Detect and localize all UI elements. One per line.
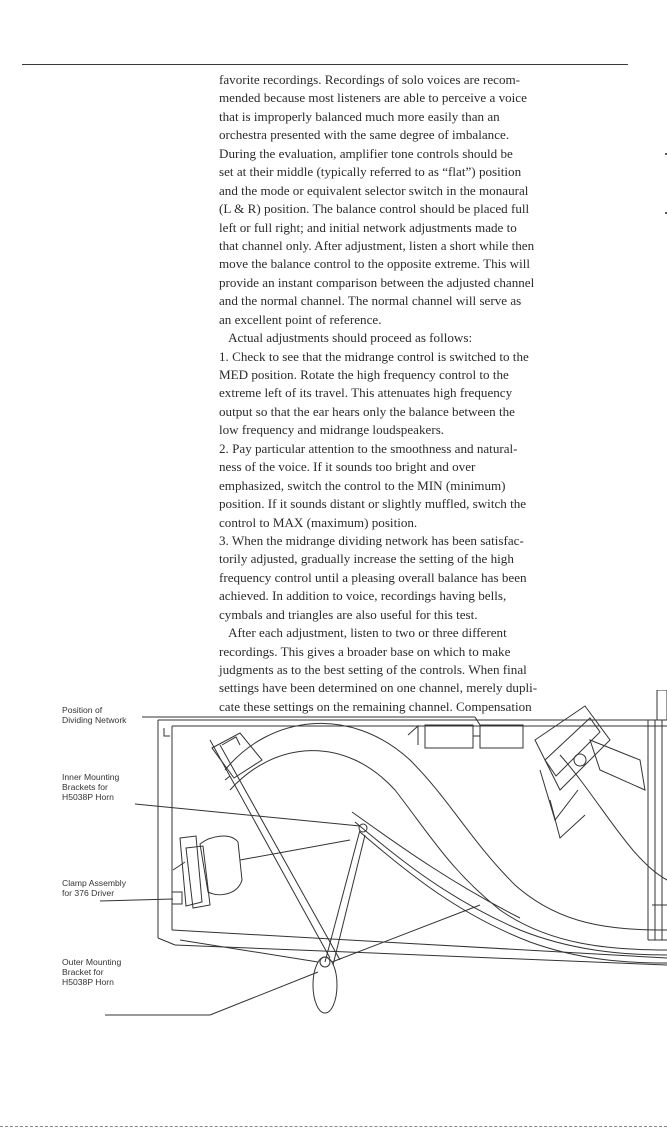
body-line: an excellent point of reference. xyxy=(219,311,382,327)
callout-line: Outer Mounting xyxy=(62,957,122,967)
body-line: MED position. Rotate the high frequency control to the xyxy=(219,367,509,382)
body-line: frequency control until a pleasing overall balance has been xyxy=(219,569,527,585)
body-line: move the balance control to the opposite extreme. This will xyxy=(219,256,531,272)
callout-line: for 376 Driver xyxy=(62,888,115,898)
body-line: low frequency and midrange loudspeakers. xyxy=(219,422,445,438)
body-line: position. If it sounds distant or slightly muffled, switch the xyxy=(219,496,527,512)
body-line: orchestra presented with the same degree of imbalance. xyxy=(219,127,510,143)
callout-line: Dividing Network xyxy=(62,715,127,725)
body-line: During the evaluation, amplifier tone controls should be xyxy=(219,145,513,161)
curved-horn xyxy=(225,723,667,963)
body-line: provide an instant comparison between the adjusted channel xyxy=(219,274,535,290)
body-line: cate these settings on the remaining channel. Compensation xyxy=(219,698,532,714)
body-line: that channel only. After adjustment, listen a short while then xyxy=(219,237,535,253)
body-line: settings have been determined on one channel, merely dupli- xyxy=(219,680,538,696)
body-line: and the normal channel. The normal channel will serve as xyxy=(219,293,522,309)
body-line: set at their middle (typically referred to as “flat”) position xyxy=(219,164,522,180)
body-line: (L & R) position. The balance control should be placed full xyxy=(219,201,530,217)
body-line: output so that the ear hears only the balance between the xyxy=(219,403,515,419)
speaker-enclosure-diagram xyxy=(0,690,667,1030)
body-text xyxy=(219,71,645,716)
body-line: 1. Check to see that the midrange control is switched to the xyxy=(219,348,529,364)
body-line: that is improperly balanced much more easily than an xyxy=(219,108,500,124)
body-line: mended because most listeners are able to perceive a voice xyxy=(219,90,527,106)
cabinet-outline xyxy=(158,720,667,965)
body-line: judgments as to the best setting of the controls. When final xyxy=(219,662,527,677)
body-line: control to MAX (maximum) position. xyxy=(219,514,418,530)
body-line: left or full right; and initial network adjustments made to xyxy=(219,219,517,235)
body-line: 2. Pay particular attention to the smoothness and natural- xyxy=(219,440,518,456)
callout-line: Inner Mounting xyxy=(62,772,120,782)
body-line: emphasized, switch the control to the MIN (minimum) xyxy=(219,477,506,493)
body-line: achieved. In addition to voice, recordings having bells, xyxy=(219,588,507,604)
right-side-panels xyxy=(648,690,667,940)
outer-bracket-oval xyxy=(180,905,480,1013)
callout-line: Bracket for xyxy=(62,967,104,977)
body-line: favorite recordings. Recordings of solo voices are recom- xyxy=(219,72,521,87)
header-rule xyxy=(22,64,628,65)
body-line: Actual adjustments should proceed as follows: xyxy=(219,330,473,346)
dividing-network xyxy=(408,725,523,748)
body-line: torily adjusted, gradually increase the setting of the high xyxy=(219,551,514,567)
mounting-rods xyxy=(210,740,367,965)
callout-line: H5038P Horn xyxy=(62,977,114,987)
callout-line: H5038P Horn xyxy=(62,792,114,802)
callout-leaders xyxy=(100,717,480,1015)
driver-376 xyxy=(172,836,242,908)
body-line: and the mode or equivalent selector switch in the monaural xyxy=(219,182,529,198)
body-line: 3. When the midrange dividing network has been satisfac- xyxy=(219,532,524,548)
body-line: After each adjustment, listen to two or three different xyxy=(219,625,507,641)
callout-line: Position of xyxy=(62,705,103,715)
body-line: extreme left of its travel. This attenuates high frequency xyxy=(219,385,513,401)
body-line: cymbals and triangles are also useful for this test. xyxy=(219,606,478,622)
body-line: ness of the voice. If it sounds too bright and over xyxy=(219,459,476,475)
body-line: recordings. This gives a broader base on which to make xyxy=(219,643,511,659)
footer-rule xyxy=(0,1126,667,1127)
callout-line: Brackets for xyxy=(62,782,108,792)
callout-line: Clamp Assembly xyxy=(62,878,126,888)
